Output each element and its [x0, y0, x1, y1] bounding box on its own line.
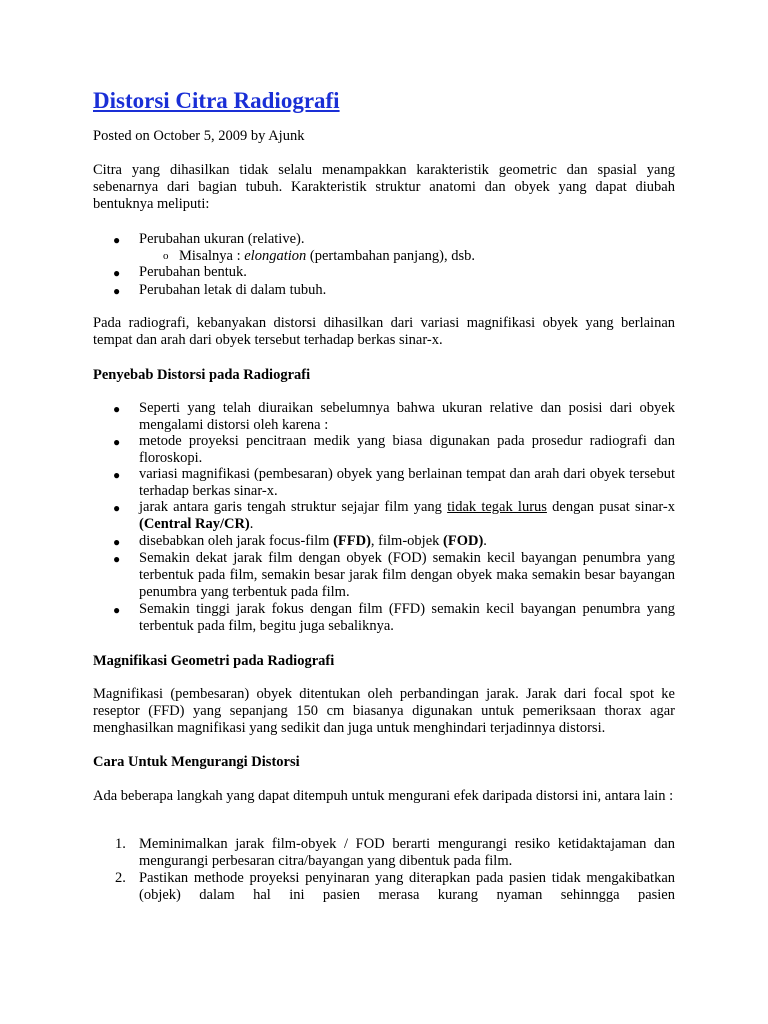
item-text: .: [483, 533, 487, 549]
bullet-icon: ●: [113, 233, 121, 247]
bullet-icon: ●: [113, 402, 121, 416]
bullet-icon: ●: [113, 435, 121, 449]
list-item: variasi magnifikasi (pembesaran) obyek yang berlainan tempat dan arah dari obyek tersebut terhadap berkas sinar-x.: [139, 466, 675, 499]
list-item: Perubahan bentuk.: [139, 264, 247, 280]
list-item: [139, 533, 675, 550]
paragraph-4: Ada beberapa langkah yang dapat ditempuh untuk mengurani efek daripada distorsi ini, antara lain :: [93, 788, 674, 804]
item-text: disebabkan oleh jarak focus-film: [139, 533, 334, 549]
posted-line: Posted on October 5, 2009 by Ajunk: [93, 128, 305, 144]
bullet-icon: ●: [113, 501, 121, 515]
item-text: jarak antara garis tengah struktur sejajar film yang: [139, 499, 448, 515]
heading-penyebab: Penyebab Distorsi pada Radiografi: [93, 367, 311, 383]
list-item: Perubahan letak di dalam tubuh.: [139, 282, 327, 298]
bullet-icon: ●: [113, 266, 121, 280]
list-number: 1.: [115, 836, 126, 852]
bullet-icon: ●: [113, 284, 121, 298]
numbered-item: Meminimalkan jarak film-obyek / FOD berarti mengurangi resiko ketidaktajaman dan mengurangi perbesaran citra/bayangan yang dibentuk pada film.: [139, 836, 675, 869]
bold-text: (FOD): [443, 533, 484, 549]
underlined-text: tidak tegak lurus: [447, 499, 547, 515]
sub-rest: (pertambahan panjang), dsb.: [306, 248, 475, 264]
paragraph-2: Pada radiografi, kebanyakan distorsi dihasilkan dari variasi magnifikasi obyek yang berlainan tempat dan arah dari obyek tersebut terhadap berkas sinar-x.: [93, 315, 675, 348]
list-item: Seperti yang telah diuraikan sebelumnya bahwa ukuran relative dan posisi dari obyek mengalami distorsi oleh karena :: [139, 400, 675, 433]
heading-cara: Cara Untuk Mengurangi Distorsi: [93, 754, 300, 770]
heading-magnifikasi: Magnifikasi Geometri pada Radiografi: [93, 653, 335, 669]
bold-text: (Central Ray/CR): [139, 516, 250, 532]
page-title-link[interactable]: Distorsi Citra Radiografi: [93, 88, 340, 113]
intro-paragraph: Citra yang dihasilkan tidak selalu menampakkan karakteristik geometric dan spasial yang sebenarnya dari bagian tubuh. Karakteristik struktur anatomi dan obyek yang dapat diubah bentuknya meliputi:: [93, 162, 675, 212]
list-item: [139, 499, 675, 533]
sub-bullet-icon: o: [163, 250, 169, 262]
item-text: dengan pusat sinar-x: [546, 499, 675, 515]
paragraph-3: Magnifikasi (pembesaran) obyek ditentukan oleh perbandingan jarak. Jarak dari focal spot ke reseptor (FFD) yang sepanjang 150 cm biasanya digunakan untuk pemeriksaan thorax agar menghasilkan magnifikasi yang sedikit dan juga untuk menghindari terjadinnya distorsi.: [93, 686, 675, 736]
sub-label: Misalnya :: [179, 248, 245, 264]
bullet-icon: ●: [113, 552, 121, 566]
list-item: Perubahan ukuran (relative).: [139, 231, 305, 247]
sub-emphasis: elongation: [244, 248, 307, 264]
list-number: 2.: [115, 870, 126, 886]
item-text: , film-objek: [370, 533, 444, 549]
bullet-icon: ●: [113, 535, 121, 549]
numbered-item: Pastikan methode proyeksi penyinaran yang diterapkan pada pasien tidak mengakibatkan (objek) dalam hal ini pasien merasa kurang nyaman sehinngga pasien: [139, 870, 675, 903]
list-item: Semakin dekat jarak film dengan obyek (FOD) semakin kecil bayangan penumbra yang terbentuk pada film, semakin besar jarak film dengan obyek maka semakin besar bayangan penumbra yang terbentuk pada film.: [139, 550, 675, 600]
list-item: Semakin tinggi jarak fokus dengan film (FFD) semakin kecil bayangan penumbra yang terbentuk pada film, begitu juga sebaliknya.: [139, 601, 675, 634]
item-text: .: [249, 516, 254, 532]
list-item: metode proyeksi pencitraan medik yang biasa digunakan pada prosedur radiografi dan floroskopi.: [139, 433, 675, 466]
bold-text: (FFD): [333, 533, 371, 549]
list-subitem: [179, 248, 475, 265]
bullet-icon: ●: [113, 603, 121, 617]
bullet-icon: ●: [113, 468, 121, 482]
